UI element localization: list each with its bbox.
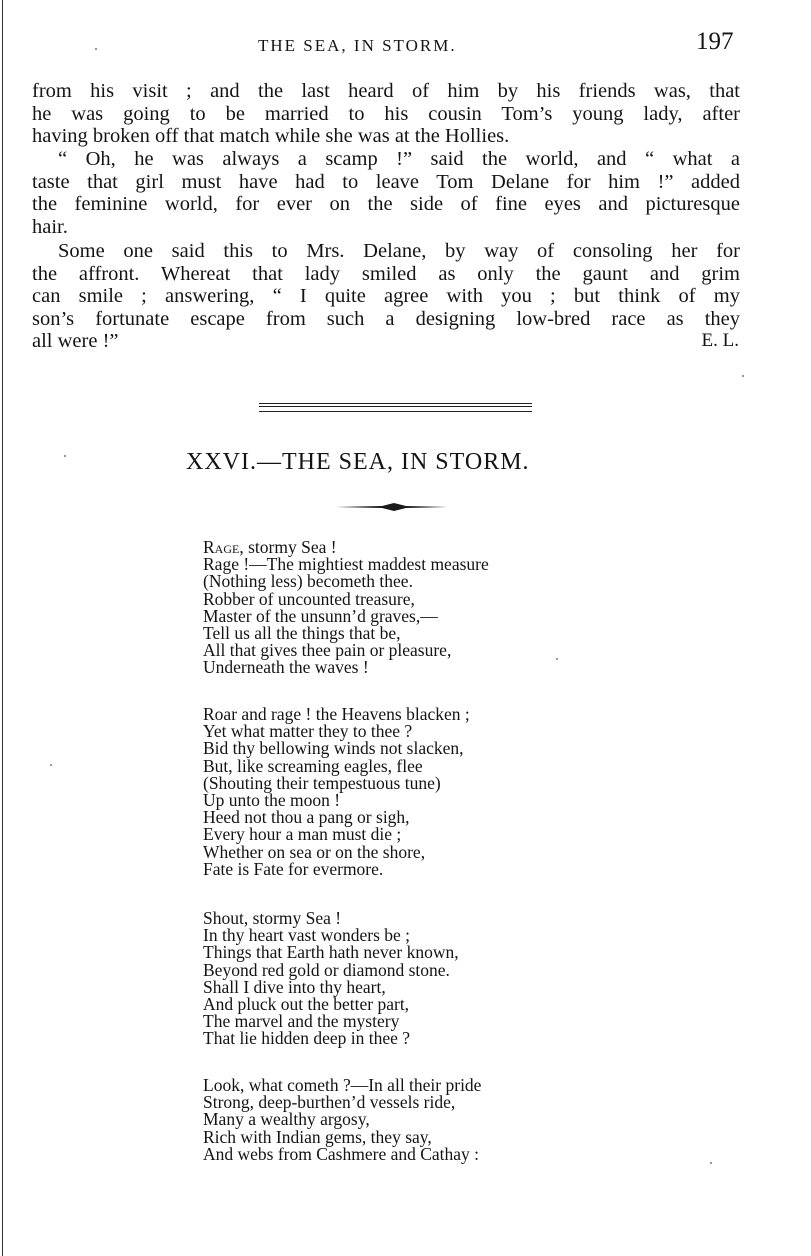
- poem-line: Bid thy bellowing winds not slacken,: [203, 738, 464, 759]
- poem-line: Master of the unsunn’d graves,—: [203, 605, 438, 626]
- prose-line: the feminine world, for ever on the side of fine eyes and picturesque: [32, 193, 740, 216]
- poem-line: The marvel and the mystery: [203, 1011, 400, 1032]
- section-divider: [259, 403, 532, 412]
- poem-line: And webs from Cashmere and Cathay :: [203, 1143, 480, 1164]
- prose-line: taste that girl must have had to leave Tom Delane for him !” added: [32, 170, 740, 193]
- poem-line: Shout, stormy Sea !: [203, 908, 342, 928]
- poem-line: Beyond red gold or diamond stone.: [203, 959, 450, 980]
- prose-paragraph-1: [32, 80, 740, 148]
- poem-line: Things that Earth hath never known,: [203, 942, 459, 963]
- poem-line: Yet what matter they to thee ?: [203, 721, 413, 742]
- poem-line: Look, what cometh ?—In all their pride: [203, 1075, 482, 1095]
- poem-line: Rage, stormy Sea !: [203, 537, 337, 557]
- prose-paragraph-2: [32, 148, 740, 238]
- prose-line: having broken off that match while she was at the Hollies.: [32, 125, 510, 148]
- poem-stanza-3: [203, 910, 459, 1048]
- poem-line: Robber of uncounted treasure,: [203, 588, 415, 609]
- scan-speck: [742, 375, 744, 377]
- scan-speck: [50, 764, 52, 766]
- prose-line: “ Oh, he was always a scamp !” said the world, and “ what a: [58, 148, 740, 170]
- poem-line: All that gives thee pain or pleasure,: [203, 640, 452, 661]
- page-edge: [2, 0, 3, 1256]
- poem-line: In thy heart vast wonders be ;: [203, 925, 411, 946]
- poem-line: Fate is Fate for evermore.: [203, 858, 384, 879]
- ornament-dash: [336, 500, 448, 514]
- poem-line: But, like screaming eagles, flee: [203, 755, 423, 776]
- poem-line: That lie hidden deep in thee ?: [203, 1028, 411, 1049]
- poem-line: Shall I dive into thy heart,: [203, 976, 386, 997]
- poem-line: Heed not thou a pang or sigh,: [203, 807, 410, 828]
- poem-line: Tell us all the things that be,: [203, 623, 401, 644]
- poem-line: Rich with Indian gems, they say,: [203, 1126, 432, 1147]
- prose-line: hair.: [32, 215, 68, 238]
- scan-speck: [95, 48, 97, 50]
- poem-stanza-4: [203, 1077, 481, 1163]
- prose-line: all were !”: [32, 330, 119, 353]
- poem-line: Roar and rage ! the Heavens blacken ;: [203, 704, 470, 724]
- signature: E. L.: [701, 330, 739, 351]
- chapter-title: XXVI.—THE SEA, IN STORM.: [186, 449, 530, 475]
- prose-line: he was going to be married to his cousin Tom’s young lady, after: [32, 102, 740, 125]
- scan-speck: [64, 455, 66, 457]
- poem-line: Every hour a man must die ;: [203, 824, 402, 845]
- prose-line: the affront. Whereat that lady smiled as only the gaunt and grim: [32, 262, 740, 285]
- poem-line: And pluck out the better part,: [203, 994, 410, 1015]
- poem-stanza-2: [203, 706, 470, 878]
- drop-word: Rage: [203, 537, 240, 557]
- page-number: 197: [696, 28, 734, 55]
- poem-stanza-1: [203, 539, 489, 677]
- scan-speck: [556, 658, 558, 660]
- prose-line: Some one said this to Mrs. Delane, by way of consoling her for: [58, 240, 740, 262]
- poem-line: Rage !—The mightiest maddest measure: [203, 554, 489, 575]
- running-title: THE SEA, IN STORM.: [258, 36, 457, 55]
- poem-line: Underneath the waves !: [203, 657, 369, 678]
- poem-line: (Nothing less) becometh thee.: [203, 571, 413, 592]
- prose-line: can smile ; answering, “ I quite agree with you ; but think of my: [32, 285, 740, 308]
- poem-line: Up unto the moon !: [203, 790, 341, 811]
- prose-line: son’s fortunate escape from such a designing low-bred race as they: [32, 307, 740, 330]
- poem-line: (Shouting their tempestuous tune): [203, 772, 441, 793]
- poem-line: Whether on sea or on the shore,: [203, 841, 426, 862]
- scan-speck: [710, 1162, 712, 1164]
- poem-line: Strong, deep-burthen’d vessels ride,: [203, 1092, 456, 1113]
- poem-line: Many a wealthy argosy,: [203, 1109, 370, 1130]
- prose-paragraph-3: [32, 240, 740, 353]
- prose-line: from his visit ; and the last heard of him by his friends was, that: [32, 80, 740, 102]
